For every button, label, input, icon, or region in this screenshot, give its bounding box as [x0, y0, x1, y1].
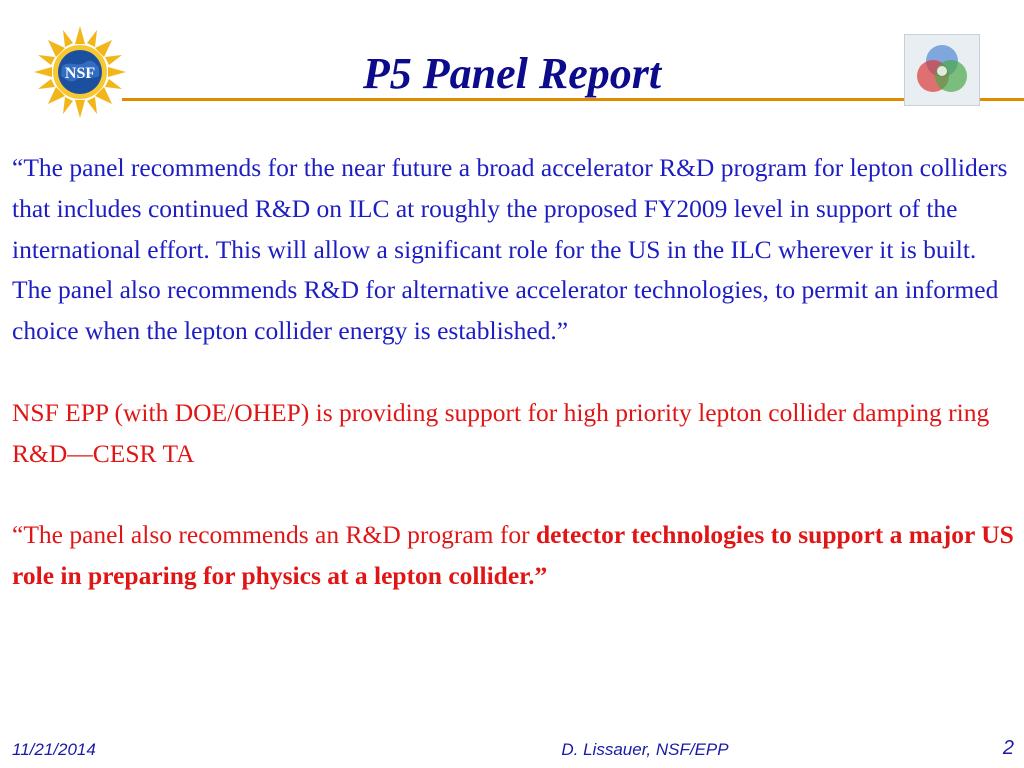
page-number: 2 — [1002, 737, 1014, 759]
footer-date: 11/21/2014 — [12, 740, 96, 759]
quote-plain-text: “The panel also recommends an R&D program for — [12, 520, 536, 550]
quote-bold-text: detector technologies to support a major US role in preparing for physics at a lepton collider.” — [12, 520, 1014, 590]
footer-author: D. Lissauer, NSF/EPP — [561, 740, 729, 759]
svg-text:NSF: NSF — [64, 65, 96, 82]
slide-body — [12, 148, 1017, 597]
page-title: P5 Panel Report — [362, 49, 662, 98]
nsf-epp-statement: NSF EPP (with DOE/OHEP) is providing support for high priority lepton collider damping ring R&D—CESR TA — [12, 397, 990, 468]
p5-quote-accelerator-rd: “The panel recommends for the near future a broad accelerator R&D program for lepton colliders that includes continued R&D on ILC at roughly the proposed FY2009 level in support of the international effort. This will allow a significant role for the US in the ILC wherever it is built. The panel also recommends R&D for alternative accelerator technologies, to permit an informed choice when the lepton collider energy is established.” — [12, 153, 1008, 346]
energy-frontier-venn-logo — [904, 34, 980, 106]
p5-quote-detector-rd — [12, 515, 1017, 597]
title-divider — [122, 98, 1024, 101]
